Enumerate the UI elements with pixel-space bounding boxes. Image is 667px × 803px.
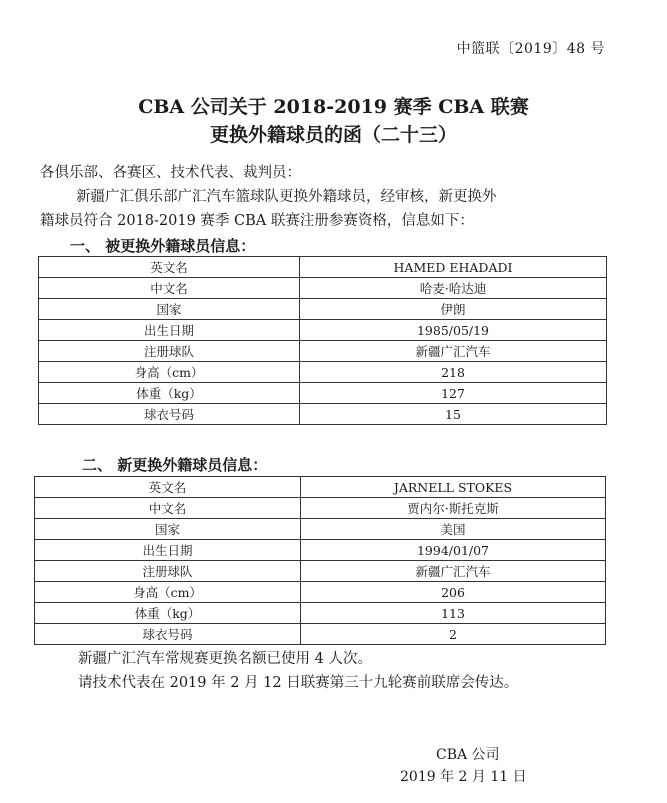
- table-row: [39, 341, 607, 362]
- table-value: 新疆广汇汽车: [301, 561, 606, 582]
- table-row: [39, 404, 607, 425]
- signature-date: 2019 年 2 月 11 日: [400, 769, 527, 785]
- body-text-line1: 新疆广汇俱乐部广汇汽车篮球队更换外籍球员，经审核，新更换外: [76, 189, 497, 205]
- table-value: 218: [300, 362, 607, 383]
- table-value: HAMED EHADADI: [300, 257, 607, 278]
- table-value: 哈麦·哈达迪: [300, 278, 607, 299]
- table-value: 1994/01/07: [301, 540, 606, 561]
- document-number: 中篮联〔2019〕48 号: [456, 41, 605, 57]
- table-row: [35, 498, 606, 519]
- table-row: [39, 278, 607, 299]
- table-label: 国家: [39, 299, 300, 320]
- note-line2: 请技术代表在 2019 年 2 月 12 日联赛第三十九轮赛前联席会传达。: [78, 675, 519, 691]
- table-label: 中文名: [35, 498, 301, 519]
- table-label: 身高（cm）: [39, 362, 300, 383]
- signature-organization: CBA 公司: [436, 747, 500, 763]
- table-row: [39, 299, 607, 320]
- table-label: 球衣号码: [39, 404, 300, 425]
- table-label: 体重（kg）: [39, 383, 300, 404]
- table-label: 英文名: [39, 257, 300, 278]
- section2-heading: 二、 新更换外籍球员信息：: [82, 456, 268, 474]
- table-row: [35, 603, 606, 624]
- table-value: 新疆广汇汽车: [300, 341, 607, 362]
- table-value: 伊朗: [300, 299, 607, 320]
- table-value: 127: [300, 383, 607, 404]
- table-row: [39, 320, 607, 341]
- table-row: [39, 362, 607, 383]
- document-title-line1: CBA 公司关于 2018-2019 赛季 CBA 联赛: [138, 96, 529, 118]
- table-label: 英文名: [35, 477, 301, 498]
- table-label: 国家: [35, 519, 301, 540]
- table-label: 身高（cm）: [35, 582, 301, 603]
- table-row: [39, 257, 607, 278]
- table-label: 注册球队: [35, 561, 301, 582]
- body-text-line2: 籍球员符合 2018-2019 赛季 CBA 联赛注册参赛资格，信息如下：: [40, 213, 474, 229]
- document-title-line2: 更换外籍球员的函（二十三）: [209, 124, 457, 146]
- table-row: [35, 477, 606, 498]
- replaced-player-table: [38, 256, 607, 425]
- table-label: 体重（kg）: [35, 603, 301, 624]
- table-label: 出生日期: [35, 540, 301, 561]
- table-row: [35, 582, 606, 603]
- salutation: 各俱乐部、各赛区、技术代表、裁判员：: [40, 165, 301, 181]
- table-row: [35, 561, 606, 582]
- table-value: 贾内尔·斯托克斯: [301, 498, 606, 519]
- table-value: 2: [301, 624, 606, 645]
- table-row: [35, 540, 606, 561]
- table-label: 注册球队: [39, 341, 300, 362]
- section1-heading: 一、 被更换外籍球员信息：: [70, 237, 256, 255]
- note-line1: 新疆广汇汽车常规赛更换名额已使用 4 人次。: [78, 651, 372, 667]
- new-player-table: [34, 476, 606, 645]
- table-value: 15: [300, 404, 607, 425]
- table-label: 球衣号码: [35, 624, 301, 645]
- table-label: 出生日期: [39, 320, 300, 341]
- table-value: 1985/05/19: [300, 320, 607, 341]
- table-row: [39, 383, 607, 404]
- table-label: 中文名: [39, 278, 300, 299]
- table-row: [35, 624, 606, 645]
- table-value: 美国: [301, 519, 606, 540]
- table-value: 113: [301, 603, 606, 624]
- table-row: [35, 519, 606, 540]
- table-value: JARNELL STOKES: [301, 477, 606, 498]
- table-value: 206: [301, 582, 606, 603]
